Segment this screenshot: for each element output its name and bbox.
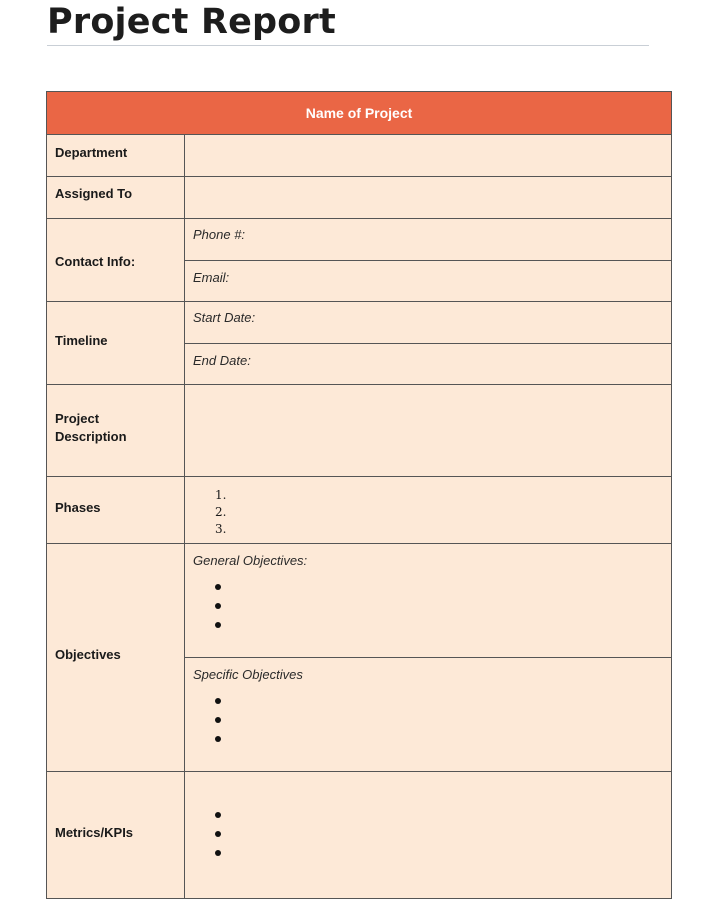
- row-divider: [185, 343, 671, 344]
- phone-field-label[interactable]: Phone #:: [193, 227, 246, 242]
- column-divider: [184, 134, 185, 898]
- title-divider: [47, 45, 649, 46]
- project-report-table: [46, 91, 672, 899]
- row-divider: [185, 657, 671, 658]
- department-field[interactable]: [185, 135, 671, 176]
- bullet-point: [215, 831, 221, 837]
- start-date-field-label[interactable]: Start Date:: [193, 310, 256, 325]
- phase-item: 2.: [215, 505, 227, 519]
- project-description-label: Project Description: [55, 411, 127, 444]
- bullet-point: [215, 603, 221, 609]
- phases-list[interactable]: [215, 487, 226, 538]
- bullet-point: [215, 698, 221, 704]
- phase-item: 3.: [215, 522, 227, 536]
- bullet-point: [215, 622, 221, 628]
- page-title: Project Report: [47, 2, 336, 42]
- objectives-label: Objectives: [55, 647, 121, 662]
- department-label: Department: [55, 145, 128, 160]
- metrics-kpis-list[interactable]: [215, 812, 221, 869]
- metrics-kpis-label: Metrics/KPIs: [55, 825, 134, 840]
- bullet-point: [215, 850, 221, 856]
- general-objectives-list[interactable]: [215, 584, 221, 641]
- phase-item: 1.: [215, 488, 227, 502]
- general-objectives-label[interactable]: General Objectives:: [193, 553, 308, 568]
- specific-objectives-list[interactable]: [215, 698, 221, 755]
- row-divider: [185, 260, 671, 261]
- assigned-to-field[interactable]: [185, 177, 671, 218]
- assigned-to-label: Assigned To: [55, 186, 133, 201]
- contact-info-label: Contact Info:: [55, 254, 136, 269]
- row-divider: [47, 301, 671, 302]
- bullet-point: [215, 584, 221, 590]
- bullet-point: [215, 736, 221, 742]
- row-divider: [47, 543, 671, 544]
- project-name-label: Name of Project: [305, 105, 413, 121]
- end-date-field-label[interactable]: End Date:: [193, 353, 251, 368]
- bullet-point: [215, 717, 221, 723]
- phases-label: Phases: [55, 500, 101, 515]
- project-description-field[interactable]: [185, 385, 671, 476]
- timeline-label: Timeline: [55, 333, 108, 348]
- row-divider: [47, 771, 671, 772]
- specific-objectives-label[interactable]: Specific Objectives: [193, 667, 303, 682]
- email-field-label[interactable]: Email:: [193, 270, 230, 285]
- bullet-point: [215, 812, 221, 818]
- project-name-header[interactable]: [47, 92, 671, 135]
- row-divider: [47, 218, 671, 219]
- row-divider: [47, 476, 671, 477]
